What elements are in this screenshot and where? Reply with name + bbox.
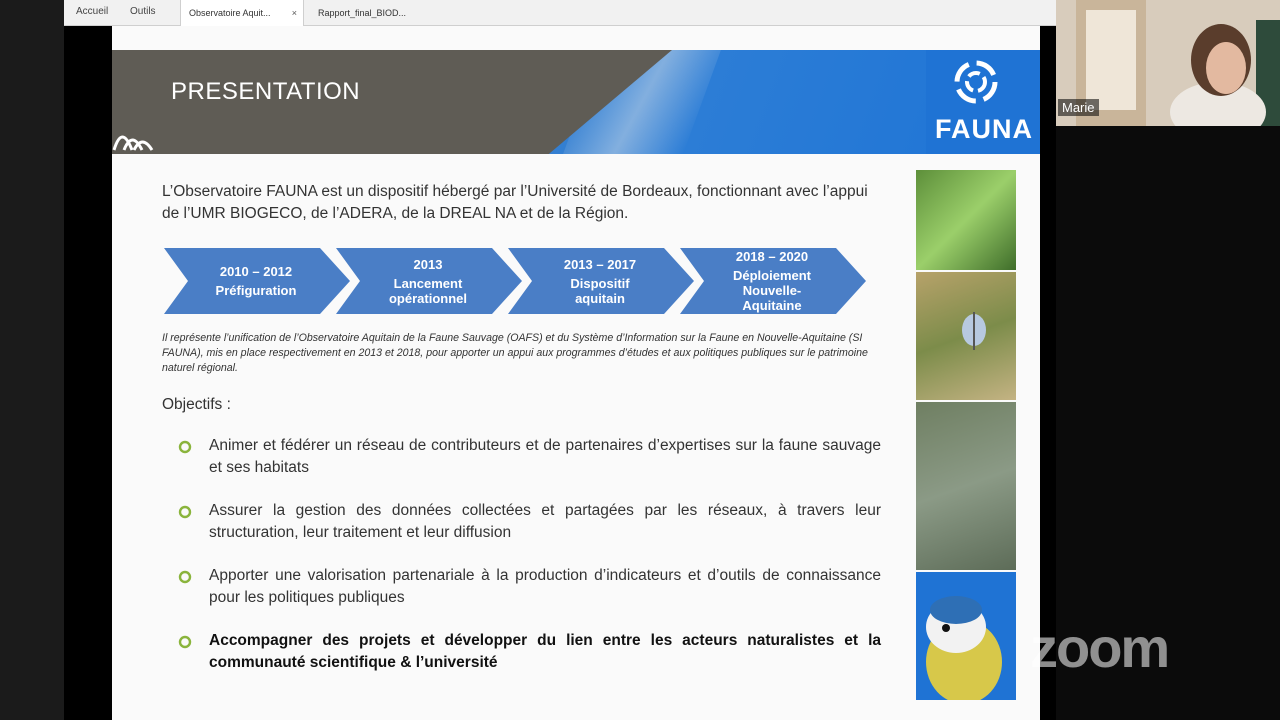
objective-text: Animer et fédérer un réseau de contributeurs et de partenaires d’expertises sur la faune sauvage et ses habitats <box>209 437 881 476</box>
objective-text: Assurer la gestion des données collectées et partagées par les réseaux, à travers leur structuration, leur traitement et leur diffusion <box>209 502 881 541</box>
timeline-label: Déploiement Nouvelle-Aquitaine <box>732 268 811 313</box>
timeline-period: 2018 – 2020 <box>735 249 809 264</box>
participant-name: Marie <box>1058 99 1099 116</box>
circle-bullet-icon <box>178 505 192 519</box>
timeline-label: Lancement opérationnel <box>388 275 467 306</box>
timeline-step <box>174 248 338 314</box>
tab-label: Rapport_final_BIOD... <box>318 8 407 18</box>
tab-label: Observatoire Aquit... <box>189 8 271 18</box>
app-topbar <box>64 0 1056 26</box>
circle-bullet-icon <box>178 570 192 584</box>
timeline-step <box>346 248 510 314</box>
butterfly-icon <box>916 272 1016 400</box>
bird-photo <box>916 572 1016 700</box>
slide-title: PRESENTATION <box>171 78 361 105</box>
timeline-label: Préfiguration <box>215 283 297 298</box>
blue-tit-icon <box>916 572 1016 700</box>
circle-bullet-icon <box>178 635 192 649</box>
photo-strip <box>916 170 1016 700</box>
decorative-wave-icon <box>112 120 156 154</box>
close-icon[interactable]: × <box>291 8 297 18</box>
objective-text: Apporter une valorisation partenariale à la production d’indicateurs et d’outils de connaissance pour les politiques publiques <box>209 567 881 606</box>
objectives-heading: Objectifs : <box>162 396 231 413</box>
slide <box>112 26 1040 720</box>
slide-banner <box>112 50 1040 154</box>
timeline-period: 2010 – 2012 <box>219 264 293 279</box>
aerial-map-photo <box>916 402 1016 570</box>
menu-accueil[interactable]: Accueil <box>76 6 109 17</box>
zoom-watermark: zoom <box>1030 616 1169 679</box>
circle-bullet-icon <box>178 440 192 454</box>
tab-observatoire[interactable] <box>180 0 304 26</box>
timeline-step <box>518 248 682 314</box>
timeline-period: 2013 <box>413 256 443 272</box>
timeline-label: Dispositif aquitain <box>570 275 630 306</box>
left-black-bar <box>0 0 64 720</box>
timeline-period: 2013 – 2017 <box>563 256 637 272</box>
objective-text: Accompagner des projets et développer du lien entre les acteurs naturalistes et la communauté scientifique & l’université <box>209 632 881 671</box>
timeline <box>164 248 874 314</box>
tab-rapport[interactable] <box>310 0 434 26</box>
timeline-step <box>690 248 854 314</box>
intro-text: L’Observatoire FAUNA est un dispositif hébergé par l’Université de Bordeaux, fonctionnant avec l’appui de l’UMR BIOGECO, de l’ADERA, de la DREAL NA et de la Région. <box>162 183 868 222</box>
grass-photo <box>916 170 1016 270</box>
fauna-logo-icon <box>952 58 1000 106</box>
participant-video[interactable] <box>1056 0 1280 126</box>
butterfly-photo <box>916 272 1016 400</box>
fauna-logo-text: FAUNA <box>935 114 1033 144</box>
description-text: Il représente l’unification de l’Observatoire Aquitain de la Faune Sauvage (OAFS) et du Système d’Information sur la Faune en Nouvelle-Aquitaine (SI FAUNA), mis en place respectivement en 2013 et 2018, pour apporter un appui aux programmes d’études et aux politiques publiques sur le patrimoine naturel régional. <box>162 332 868 374</box>
menu-outils[interactable]: Outils <box>130 6 156 17</box>
